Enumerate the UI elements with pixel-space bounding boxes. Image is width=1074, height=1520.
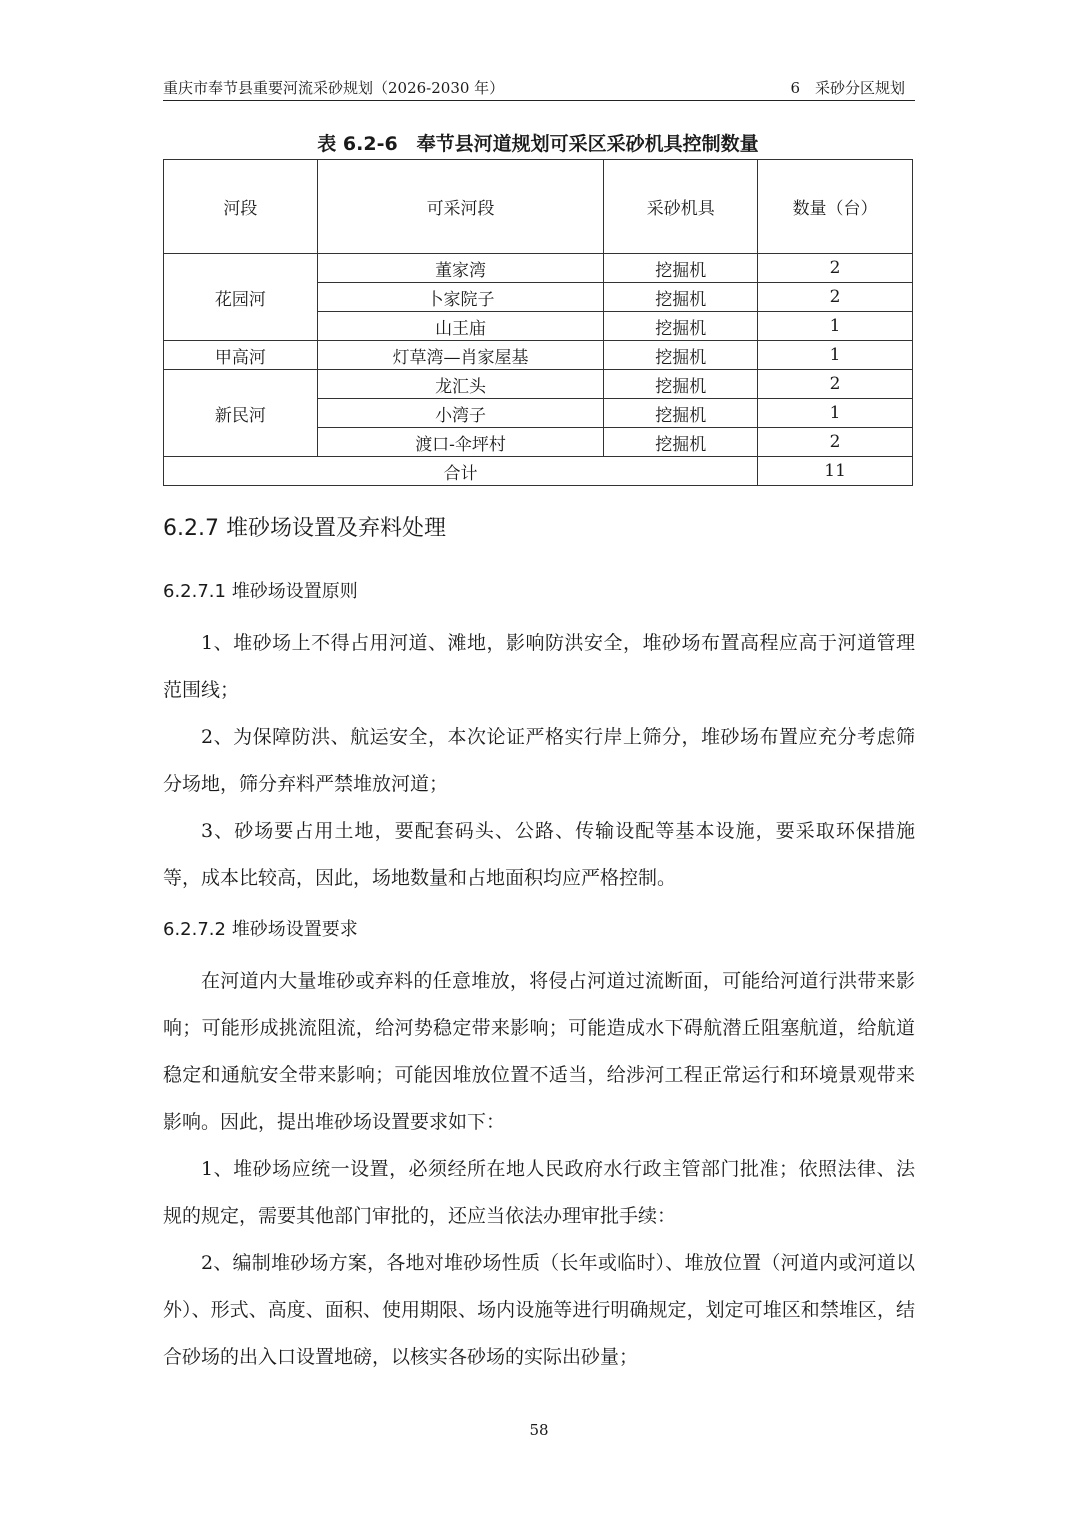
header-chapter-title: 6 采砂分区规划: [790, 79, 905, 97]
total-value: 11: [758, 457, 913, 486]
cell-section: 渡口-伞坪村: [317, 428, 604, 457]
subsection-heading-principles: 6.2.7.1 堆砂场设置原则: [163, 581, 358, 602]
cell-tool: 挖掘机: [604, 399, 758, 428]
cell-count: 1: [758, 312, 913, 341]
cell-tool: 挖掘机: [604, 283, 758, 312]
cell-tool: 挖掘机: [604, 370, 758, 399]
cell-count: 2: [758, 370, 913, 399]
cell-count: 2: [758, 254, 913, 283]
table-total-row: [164, 457, 913, 486]
page-header: [163, 78, 915, 100]
table-caption: 表 6.2-6 奉节县河道规划可采区采砂机具控制数量: [317, 133, 759, 155]
cell-count: 2: [758, 428, 913, 457]
cell-count: 1: [758, 399, 913, 428]
cell-tool: 挖掘机: [604, 428, 758, 457]
table-row: [164, 341, 913, 370]
cell-section: 小湾子: [317, 399, 604, 428]
column-header-river: 河段: [164, 160, 318, 254]
table-row: [164, 254, 913, 283]
page-number: 58: [529, 1421, 549, 1439]
sand-equipment-table: [163, 159, 913, 486]
section-heading: 6.2.7 堆砂场设置及弃料处理: [163, 516, 446, 541]
cell-section: 卜家院子: [317, 283, 604, 312]
cell-section: 山王庙: [317, 312, 604, 341]
cell-section: 龙汇头: [317, 370, 604, 399]
cell-tool: 挖掘机: [604, 312, 758, 341]
table-header-row: [164, 160, 913, 254]
cell-river: 花园河: [164, 254, 318, 341]
header-rule: [163, 100, 915, 101]
cell-river: 新民河: [164, 370, 318, 457]
total-label: 合计: [164, 457, 758, 486]
column-header-tool: 采砂机具: [604, 160, 758, 254]
cell-section: 灯草湾—肖家屋基: [317, 341, 604, 370]
paragraph: 2、为保障防洪、航运安全，本次论证严格实行岸上筛分，堆砂场布置应充分考虑筛分场地，筛分弃料严禁堆放河道；: [163, 726, 915, 795]
paragraph: 3、砂场要占用土地，要配套码头、公路、传输设配等基本设施，要采取环保措施等，成本比较高，因此，场地数量和占地面积均应严格控制。: [163, 820, 915, 889]
column-header-section: 可采河段: [317, 160, 604, 254]
cell-section: 董家湾: [317, 254, 604, 283]
cell-river: 甲高河: [164, 341, 318, 370]
table-row: [164, 370, 913, 399]
subsection-heading-requirements: 6.2.7.2 堆砂场设置要求: [163, 919, 358, 940]
column-header-count: 数量（台）: [758, 160, 913, 254]
paragraph: 1、堆砂场上不得占用河道、滩地，影响防洪安全，堆砂场布置高程应高于河道管理范围线；: [163, 632, 915, 701]
paragraph: 2、编制堆砂场方案，各地对堆砂场性质（长年或临时）、堆放位置（河道内或河道以外）、形式、高度、面积、使用期限、场内设施等进行明确规定，划定可堆区和禁堆区，结合砂场的出入口设置地磅，以核实各砂场的实际出砂量；: [163, 1252, 915, 1368]
cell-tool: 挖掘机: [604, 254, 758, 283]
paragraph: 1、堆砂场应统一设置，必须经所在地人民政府水行政主管部门批准；依照法律、法规的规定，需要其他部门审批的，还应当依法办理审批手续：: [163, 1158, 915, 1227]
cell-count: 2: [758, 283, 913, 312]
cell-tool: 挖掘机: [604, 341, 758, 370]
cell-count: 1: [758, 341, 913, 370]
header-document-title: 重庆市奉节县重要河流采砂规划（2026-2030 年）: [163, 79, 505, 97]
paragraph: 在河道内大量堆砂或弃料的任意堆放，将侵占河道过流断面，可能给河道行洪带来影响；可能形成挑流阻流，给河势稳定带来影响；可能造成水下碍航潜丘阻塞航道，给航道稳定和通航安全带来影响；可能因堆放位置不适当，给涉河工程正常运行和环境景观带来影响。因此，提出堆砂场设置要求如下：: [163, 970, 915, 1133]
